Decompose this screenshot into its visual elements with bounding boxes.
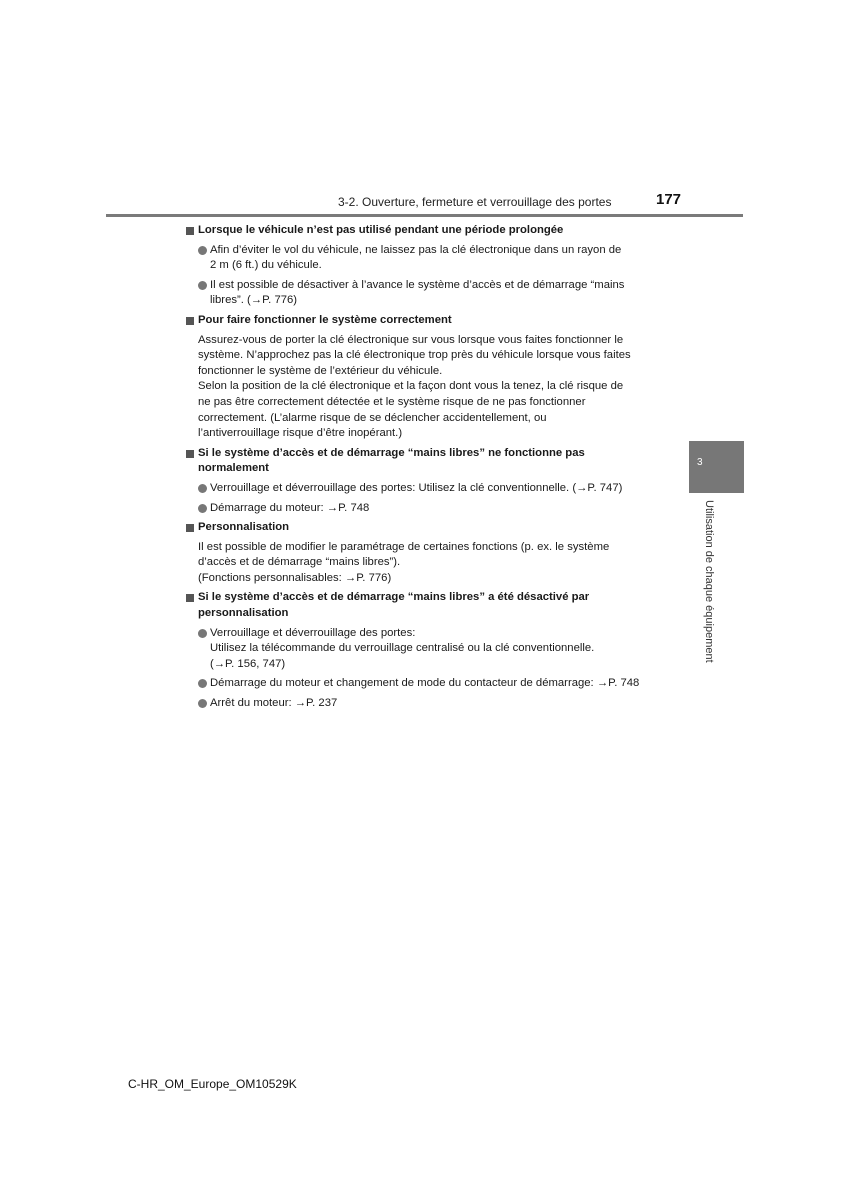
circle-bullet-icon <box>198 246 207 255</box>
heading-text: Lorsque le véhicule n’est pas utilisé pendant une période prolongée <box>198 224 564 236</box>
paragraph-line: (Fonctions personnalisables: →P. 776) <box>198 571 392 584</box>
bullet-line: Il est possible de désactiver à l’avance le système d’accès et de démarrage “mains <box>210 278 625 291</box>
main-content <box>185 223 663 712</box>
list-item <box>185 501 663 517</box>
paragraph <box>185 540 663 587</box>
square-bullet-icon <box>186 524 194 532</box>
paragraph-line: système. N’approchez pas la clé électronique trop près du véhicule lorsque vous faites <box>198 349 631 362</box>
square-bullet-icon <box>186 450 194 458</box>
chapter-title: Utilisation de chaque équipement <box>703 500 715 663</box>
paragraph <box>185 333 663 442</box>
page-number: 177 <box>656 191 682 208</box>
heading-text: Si le système d’accès et de démarrage “mains libres” a été désactivé par <box>198 591 590 604</box>
paragraph-line: Assurez-vous de porter la clé électronique sur vous lorsque vous faites fonctionner le <box>198 333 624 346</box>
square-bullet-icon <box>186 227 194 235</box>
paragraph-line: correctement. (L’alarme risque de se déclencher accidentellement, ou <box>198 411 547 424</box>
heading-text: Personnalisation <box>198 521 290 534</box>
heading-text: Si le système d’accès et de démarrage “mains libres” ne fonctionne pas <box>198 446 585 459</box>
bullet-line: 2 m (6 ft.) du véhicule. <box>210 259 322 272</box>
circle-bullet-icon <box>198 699 207 708</box>
bullet-line: Démarrage du moteur et changement de mode du contacteur de démarrage: →P. 748 <box>210 677 640 690</box>
bullet-line: Démarrage du moteur: →P. 748 <box>210 501 370 514</box>
list-item <box>185 626 663 673</box>
list-item <box>185 696 663 712</box>
section-heading <box>185 446 663 477</box>
bullet-line: (→P. 156, 747) <box>210 657 286 670</box>
paragraph-line: d’accès et de démarrage “mains libres”). <box>198 556 401 569</box>
document-code: C-HR_OM_Europe_OM10529K <box>128 1077 297 1091</box>
section-title: 3-2. Ouverture, fermeture et verrouillage des portes <box>338 195 612 209</box>
circle-bullet-icon <box>198 281 207 290</box>
circle-bullet-icon <box>198 484 207 493</box>
section-heading <box>185 520 663 536</box>
heading-text: Pour faire fonctionner le système correctement <box>198 313 452 326</box>
paragraph-line: fonctionner le système de l’extérieur du véhicule. <box>198 364 443 377</box>
bullet-line: Afin d’éviter le vol du véhicule, ne laissez pas la clé électronique dans un rayon de <box>210 243 622 256</box>
square-bullet-icon <box>186 317 194 325</box>
paragraph-line: Il est possible de modifier le paramétrage de certaines fonctions (p. ex. le système <box>198 540 610 553</box>
section-heading <box>185 223 663 239</box>
section-heading <box>185 313 663 329</box>
circle-bullet-icon <box>198 629 207 638</box>
list-item <box>185 676 663 692</box>
circle-bullet-icon <box>198 504 207 513</box>
bullet-line: Arrêt du moteur: →P. 237 <box>210 697 338 710</box>
list-item <box>185 278 663 309</box>
paragraph-line: Selon la position de la clé électronique et la façon dont vous la tenez, la clé risque de <box>198 380 624 393</box>
heading-text: normalement <box>198 462 269 475</box>
paragraph-line: ne pas être correctement détectée et le système risque de ne pas fonctionner <box>198 395 586 408</box>
list-item <box>185 243 663 274</box>
chapter-number: 3 <box>697 457 703 468</box>
bullet-line: Utilisez la télécommande du verrouillage centralisé ou la clé conventionnelle. <box>210 642 595 655</box>
chapter-tab <box>689 441 744 493</box>
section-heading <box>185 590 663 621</box>
paragraph-line: l’antiverrouillage risque d’être inopérant.) <box>198 427 403 440</box>
list-item <box>185 481 663 497</box>
circle-bullet-icon <box>198 679 207 688</box>
square-bullet-icon <box>186 594 194 602</box>
bullet-line: Verrouillage et déverrouillage des portes: Utilisez la clé conventionnelle. (→P. 747) <box>210 481 623 494</box>
header-divider <box>106 214 743 217</box>
bullet-line: libres”. (→P. 776) <box>210 294 298 307</box>
bullet-line: Verrouillage et déverrouillage des portes: <box>210 626 416 639</box>
heading-text: personnalisation <box>198 607 289 620</box>
